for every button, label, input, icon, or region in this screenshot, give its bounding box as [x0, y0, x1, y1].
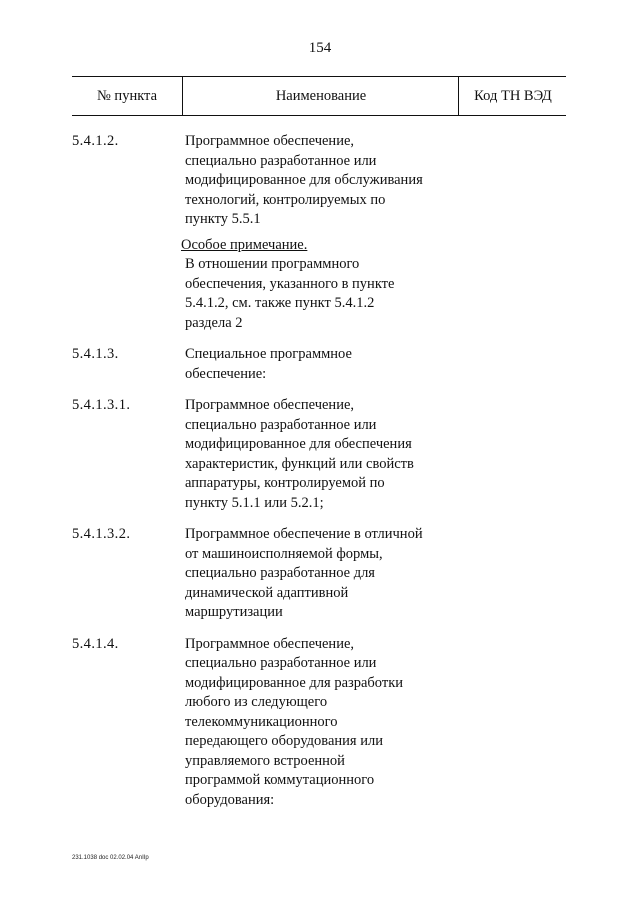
item-text-line: динамической адаптивной — [185, 584, 349, 601]
item-text-line: характеристик, функций или свойств — [185, 455, 414, 472]
item-number: 5.4.1.2. — [72, 133, 119, 149]
item-number: 5.4.1.3.1. — [72, 397, 131, 413]
item-text-line: Программное обеспечение, — [185, 635, 355, 652]
item-text-line: от машиноисполняемой формы, — [185, 545, 383, 562]
special-note-line: обеспечения, указанного в пункте — [185, 275, 395, 292]
item-text-line: Специальное программное — [185, 346, 352, 362]
item-text-line: передающего оборудования или — [185, 733, 383, 749]
item-number: 5.4.1.4. — [72, 635, 119, 652]
item-text-line: телекоммуникационного — [185, 713, 338, 730]
item-name — [185, 525, 455, 623]
item-text-line: специально разработанное или — [185, 416, 377, 433]
special-note-line: 5.4.1.2, см. также пункт 5.4.1.2 — [185, 295, 375, 311]
column-header-name: Наименование — [182, 77, 459, 115]
table-row — [72, 525, 566, 623]
item-name — [185, 345, 455, 384]
item-text-line: пункту 5.5.1 — [185, 211, 261, 227]
item-text-line: аппаратуры, контролируемой по — [185, 475, 385, 491]
item-text-line: модифицированное для обеспечения — [185, 436, 412, 452]
item-text-line: модифицированное для разработки — [185, 674, 404, 691]
page-number: 154 — [308, 40, 332, 56]
table-row — [72, 132, 566, 333]
item-name — [185, 396, 455, 513]
item-name — [185, 635, 455, 811]
item-text-line: программой коммутационного — [185, 772, 375, 788]
item-text-line: обеспечение: — [185, 365, 267, 382]
item-text-line: управляемого встроенной — [185, 752, 345, 769]
item-text-line: специально разработанное для — [185, 565, 375, 581]
item-text-line: модифицированное для обслуживания — [185, 172, 423, 188]
document-footer-code: 231.1038 doc 02.02.04 AnIIp — [72, 855, 149, 861]
column-header-number: № пункта — [96, 88, 158, 104]
table-row — [72, 345, 566, 384]
column-header-code: Код ТН ВЭД — [458, 77, 567, 115]
special-note-line: В отношении программного — [185, 256, 360, 272]
item-name — [181, 132, 455, 333]
table-row — [72, 396, 566, 513]
item-text-line: Программное обеспечение в отличной — [185, 526, 423, 542]
item-text-line: специально разработанное или — [185, 152, 377, 169]
item-number: 5.4.1.3.2. — [72, 526, 131, 542]
table-body — [72, 132, 566, 822]
item-number: 5.4.1.3. — [72, 346, 119, 362]
item-text-line: технологий, контролируемых по — [185, 191, 386, 208]
special-note-title: Особое примечание. — [181, 236, 308, 253]
special-note-line: раздела 2 — [185, 314, 243, 331]
item-text-line: маршрутизации — [185, 604, 283, 620]
item-text-line: Программное обеспечение, — [185, 397, 355, 413]
item-text-line: специально разработанное или — [185, 655, 377, 671]
item-text-line: пункту 5.1.1 или 5.2.1; — [185, 494, 324, 511]
table-row — [72, 635, 566, 811]
table-header — [72, 76, 566, 116]
item-text-line: любого из следующего — [185, 694, 328, 710]
item-text-line: Программное обеспечение, — [185, 133, 355, 149]
special-note — [181, 236, 455, 334]
item-text-line: оборудования: — [185, 791, 275, 808]
